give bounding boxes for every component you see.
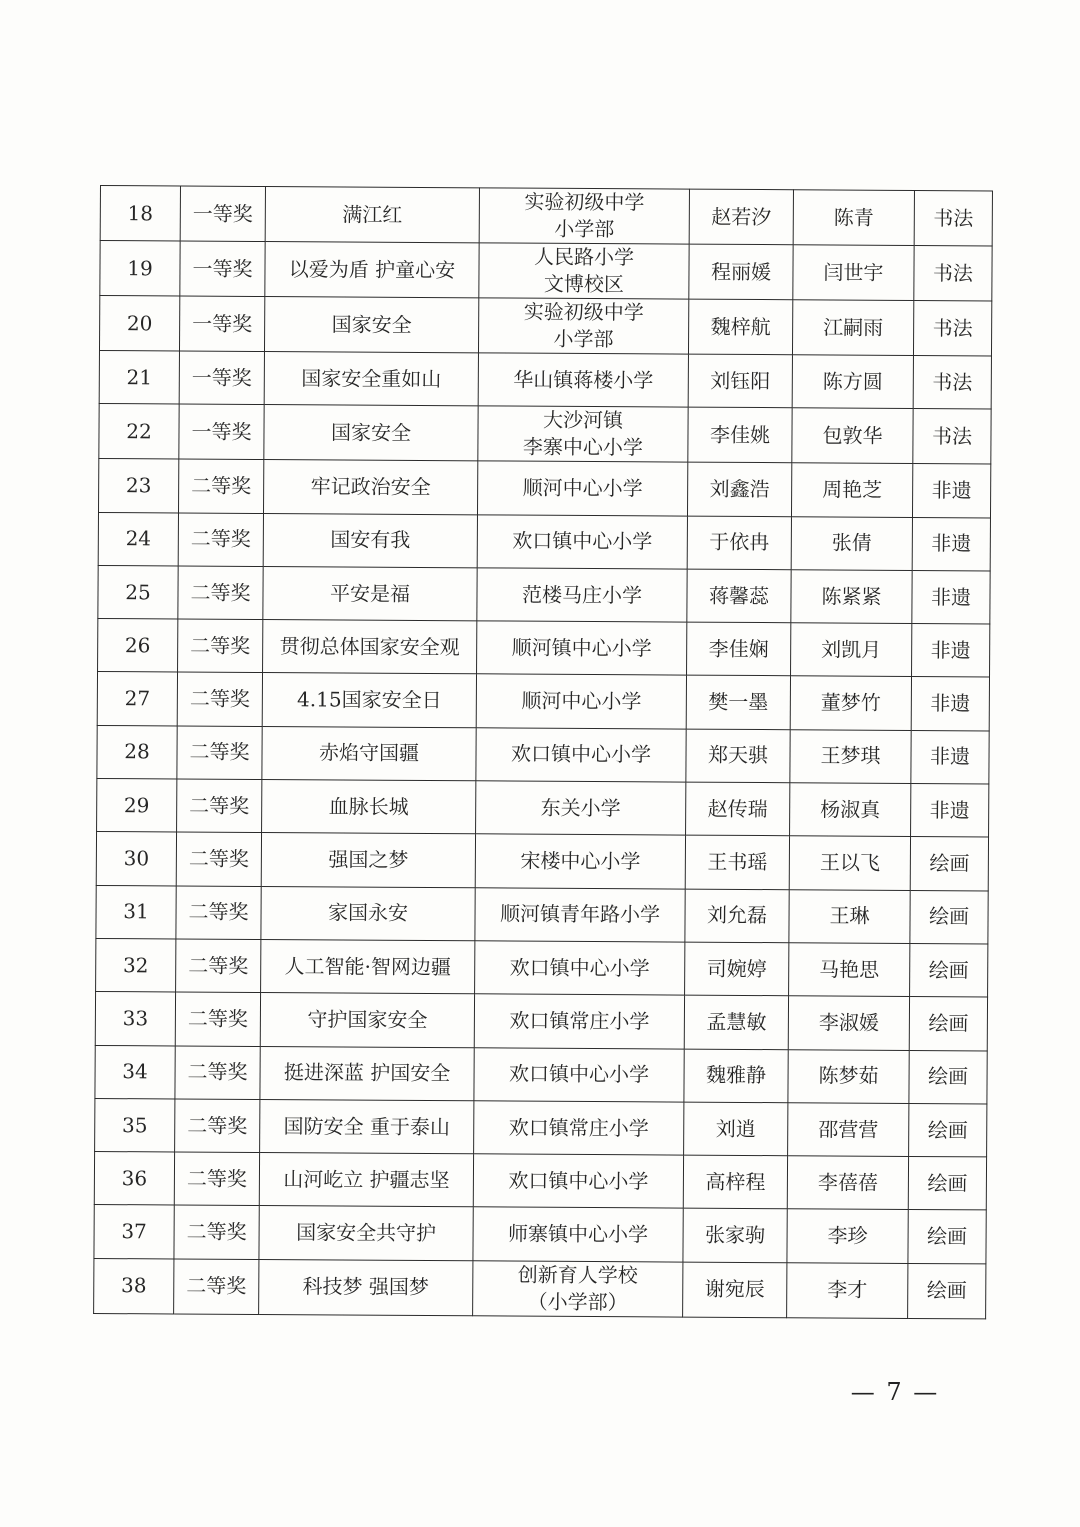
table-row: [96, 885, 988, 944]
school-name-line: 人民路小学: [533, 244, 635, 270]
awards-table-body: [94, 186, 993, 1319]
school-name-line: 顺河中心小学: [522, 475, 643, 501]
school-name: [474, 994, 684, 1049]
table-row: [96, 832, 988, 891]
table-row: [99, 459, 991, 518]
school-name-line: 顺河镇中心小学: [511, 635, 652, 661]
school-name-line: 宋楼中心小学: [520, 848, 641, 874]
work-category: 非遗: [911, 730, 989, 784]
awards-table: [93, 185, 993, 1319]
work-category: 书法: [913, 355, 991, 409]
work-title: 守护国家安全: [260, 993, 474, 1048]
school-name-line: 师寨镇中心小学: [508, 1221, 649, 1247]
teacher-name: 刘凯月: [791, 623, 912, 677]
work-title: 国家安全共守护: [259, 1206, 473, 1261]
table-row: [99, 404, 991, 464]
student-name: 张家驹: [683, 1209, 787, 1263]
work-category: 非遗: [912, 464, 990, 518]
school-name-line: 小学部: [554, 216, 615, 242]
award-level: 二等奖: [176, 939, 261, 993]
work-title: 国安有我: [263, 513, 477, 568]
work-category: 书法: [914, 190, 992, 245]
teacher-name: 陈紧紧: [791, 570, 912, 624]
award-level: 二等奖: [174, 1152, 259, 1206]
award-level: 二等奖: [178, 513, 263, 567]
work-category: 书法: [914, 245, 992, 300]
entry-number: 29: [97, 779, 177, 833]
table-row: [95, 1045, 987, 1104]
work-title: 贯彻总体国家安全观: [263, 620, 477, 675]
student-name: 谢宛辰: [683, 1262, 787, 1318]
student-name: 魏梓航: [688, 299, 792, 355]
school-name-line: 创新育人学校: [517, 1262, 638, 1288]
work-title: 强国之梦: [261, 833, 475, 888]
school-name: [476, 674, 686, 729]
award-level: 二等奖: [178, 619, 263, 673]
award-level: 二等奖: [177, 779, 262, 833]
work-category: 书法: [913, 409, 991, 464]
school-name: [474, 1101, 684, 1156]
student-name: 程丽媛: [689, 244, 793, 300]
work-title: 国防安全 重于泰山: [260, 1099, 474, 1154]
school-name-line: 欢口镇常庄小学: [508, 1115, 649, 1140]
teacher-name: 邵营营: [788, 1103, 909, 1157]
table-row: [100, 186, 992, 246]
work-title: 以爱为盾 护童心安: [265, 242, 479, 298]
award-level: 一等奖: [179, 296, 264, 352]
work-category: 非遗: [912, 570, 990, 624]
student-name: 郑天骐: [686, 729, 790, 783]
school-name: [474, 1047, 684, 1102]
school-name-line: 欢口镇中心小学: [508, 1168, 649, 1194]
school-name: [475, 887, 685, 942]
work-title: 科技梦 强国梦: [259, 1259, 473, 1315]
table-row: [95, 992, 987, 1051]
award-level: 二等奖: [176, 832, 261, 886]
teacher-name: 包敦华: [792, 408, 913, 464]
table-row: [94, 1205, 986, 1264]
award-level: 一等奖: [180, 186, 265, 242]
work-category: 绘画: [908, 1157, 986, 1211]
table-row: [97, 672, 989, 731]
school-name-line: 欢口镇中心小学: [512, 528, 653, 554]
teacher-name: 李蓓蓓: [787, 1156, 908, 1210]
school-name: [477, 514, 687, 569]
entry-number: 27: [97, 672, 177, 726]
teacher-name: 杨淑真: [790, 783, 911, 837]
school-name: [473, 1261, 683, 1317]
table-row: [100, 241, 992, 301]
award-level: 二等奖: [178, 566, 263, 620]
work-title: 满江红: [265, 187, 479, 243]
school-name-line: 华山镇蒋楼小学: [513, 367, 654, 393]
work-title: 血脉长城: [262, 780, 476, 835]
school-name: [475, 834, 685, 889]
school-name: [477, 568, 687, 623]
school-name-line: 李寨中心小学: [522, 434, 643, 460]
award-level: 二等奖: [175, 992, 260, 1046]
work-category: 绘画: [909, 1050, 987, 1104]
school-name-line: 实验初级中学: [524, 189, 645, 215]
award-level: 二等奖: [177, 672, 262, 726]
entry-number: 26: [98, 619, 178, 673]
award-level: 二等奖: [174, 1205, 259, 1259]
work-title: 国家安全: [264, 297, 478, 353]
teacher-name: 王以飞: [789, 836, 910, 890]
student-name: 李佳娴: [687, 622, 791, 676]
teacher-name: 陈方圆: [792, 355, 913, 409]
student-name: 蒋馨蕊: [687, 569, 791, 623]
entry-number: 36: [94, 1152, 174, 1206]
work-title: 山河屹立 护疆志坚: [259, 1153, 473, 1208]
student-name: 刘钰阳: [688, 354, 792, 408]
work-category: 非遗: [911, 677, 989, 731]
school-name: [478, 406, 688, 462]
student-name: 樊一墨: [686, 676, 790, 730]
entry-number: 21: [99, 350, 179, 404]
work-category: 书法: [913, 300, 991, 355]
student-name: 赵若汐: [689, 189, 793, 245]
school-name: [478, 353, 688, 408]
teacher-name: 王梦琪: [790, 730, 911, 784]
school-name-line: （小学部）: [527, 1289, 628, 1314]
school-name: [479, 188, 689, 244]
table-row: [95, 1098, 987, 1157]
work-category: 绘画: [910, 837, 988, 891]
teacher-name: 李珍: [787, 1209, 908, 1263]
table-row: [99, 296, 991, 356]
award-level: 一等奖: [179, 351, 264, 405]
school-name-line: 小学部: [553, 326, 614, 352]
table-row: [96, 938, 988, 997]
teacher-name: 江嗣雨: [792, 300, 913, 356]
work-title: 挺进深蓝 护国安全: [260, 1046, 474, 1101]
work-title: 国家安全重如山: [264, 352, 478, 407]
work-title: 4.15国家安全日: [262, 673, 476, 728]
school-name: [478, 298, 688, 354]
work-title: 人工智能·智网边疆: [261, 939, 475, 994]
award-level: 二等奖: [174, 1259, 259, 1315]
work-title: 牢记政治安全: [263, 460, 477, 515]
work-category: 非遗: [911, 784, 989, 838]
school-name-line: 欢口镇中心小学: [510, 741, 652, 767]
entry-number: 28: [97, 725, 177, 779]
student-name: 李佳姚: [688, 407, 792, 463]
school-name-line: 欢口镇常庄小学: [509, 1008, 650, 1034]
student-name: 王书瑶: [685, 835, 789, 889]
school-name-line: 欢口镇中心小学: [509, 955, 650, 980]
school-name-line: 东关小学: [540, 795, 621, 820]
student-name: 高梓程: [683, 1155, 787, 1209]
school-name-line: 范楼马庄小学: [521, 582, 643, 607]
teacher-name: 董梦竹: [790, 676, 911, 730]
work-category: 绘画: [910, 943, 988, 997]
work-category: 绘画: [909, 997, 987, 1051]
student-name: 孟慧敏: [684, 995, 788, 1049]
award-level: 二等奖: [176, 886, 261, 940]
entry-number: 20: [99, 296, 179, 351]
table-row: [99, 350, 991, 409]
table-row: [97, 779, 989, 838]
school-name: [475, 941, 685, 996]
school-name: [473, 1207, 683, 1262]
work-title: 国家安全: [264, 405, 478, 461]
entry-number: 37: [94, 1205, 174, 1259]
entry-number: 19: [100, 241, 180, 296]
school-name-line: 文博校区: [543, 271, 624, 297]
entry-number: 25: [98, 565, 178, 619]
award-level: 一等奖: [179, 404, 264, 460]
page-number: — 7 —: [850, 1378, 940, 1406]
work-title: 家国永安: [261, 886, 475, 941]
work-title: 平安是福: [263, 566, 477, 621]
work-category: 绘画: [908, 1210, 986, 1264]
entry-number: 32: [96, 938, 176, 992]
entry-number: 31: [96, 885, 176, 939]
entry-number: 35: [95, 1098, 175, 1152]
school-name: [477, 461, 687, 516]
teacher-name: 王琳: [789, 889, 910, 943]
school-name-line: 欢口镇中心小学: [509, 1061, 650, 1087]
teacher-name: 马艳思: [789, 943, 910, 997]
awards-table-container: [93, 185, 992, 1319]
work-category: 绘画: [909, 1103, 987, 1157]
work-category: 绘画: [908, 1263, 986, 1318]
student-name: 刘逍: [684, 1102, 788, 1156]
work-category: 非遗: [912, 624, 990, 678]
table-row: [98, 512, 990, 571]
table-row: [97, 725, 989, 784]
teacher-name: 闫世宇: [793, 245, 914, 301]
student-name: 赵传瑞: [686, 782, 790, 836]
school-name-line: 实验初级中学: [523, 299, 644, 325]
entry-number: 23: [99, 459, 179, 513]
table-row: [98, 565, 990, 624]
entry-number: 34: [95, 1045, 175, 1099]
entry-number: 24: [98, 512, 178, 566]
school-name-line: 大沙河镇: [542, 408, 624, 433]
award-level: 二等奖: [175, 1099, 260, 1153]
table-row: [94, 1258, 986, 1318]
entry-number: 18: [100, 186, 180, 241]
work-category: 绘画: [910, 890, 988, 944]
student-name: 司婉婷: [685, 942, 789, 996]
student-name: 魏雅静: [684, 1049, 788, 1103]
award-level: 二等奖: [179, 459, 264, 513]
entry-number: 22: [99, 404, 179, 459]
school-name-line: 顺河中心小学: [521, 688, 642, 714]
school-name-line: 顺河镇青年路小学: [499, 901, 661, 927]
award-level: 一等奖: [180, 241, 265, 297]
work-title: 赤焰守国疆: [262, 726, 476, 781]
teacher-name: 张倩: [791, 516, 912, 570]
student-name: 刘允磊: [685, 889, 789, 943]
entry-number: 38: [94, 1258, 174, 1313]
table-row: [94, 1152, 986, 1211]
table-row: [98, 619, 990, 678]
entry-number: 33: [95, 992, 175, 1046]
teacher-name: 陈青: [793, 190, 914, 246]
school-name: [473, 1154, 683, 1209]
award-level: 二等奖: [177, 726, 262, 780]
award-level: 二等奖: [175, 1046, 260, 1100]
teacher-name: 周艳芝: [791, 463, 912, 517]
teacher-name: 李淑媛: [788, 996, 909, 1050]
teacher-name: 陈梦茹: [788, 1049, 909, 1103]
school-name: [477, 621, 687, 676]
school-name: [479, 243, 689, 299]
student-name: 于依冉: [687, 516, 791, 570]
work-category: 非遗: [912, 517, 990, 571]
entry-number: 30: [96, 832, 176, 886]
student-name: 刘鑫浩: [687, 462, 791, 516]
school-name: [476, 781, 686, 836]
school-name: [476, 728, 686, 783]
teacher-name: 李才: [787, 1262, 908, 1318]
